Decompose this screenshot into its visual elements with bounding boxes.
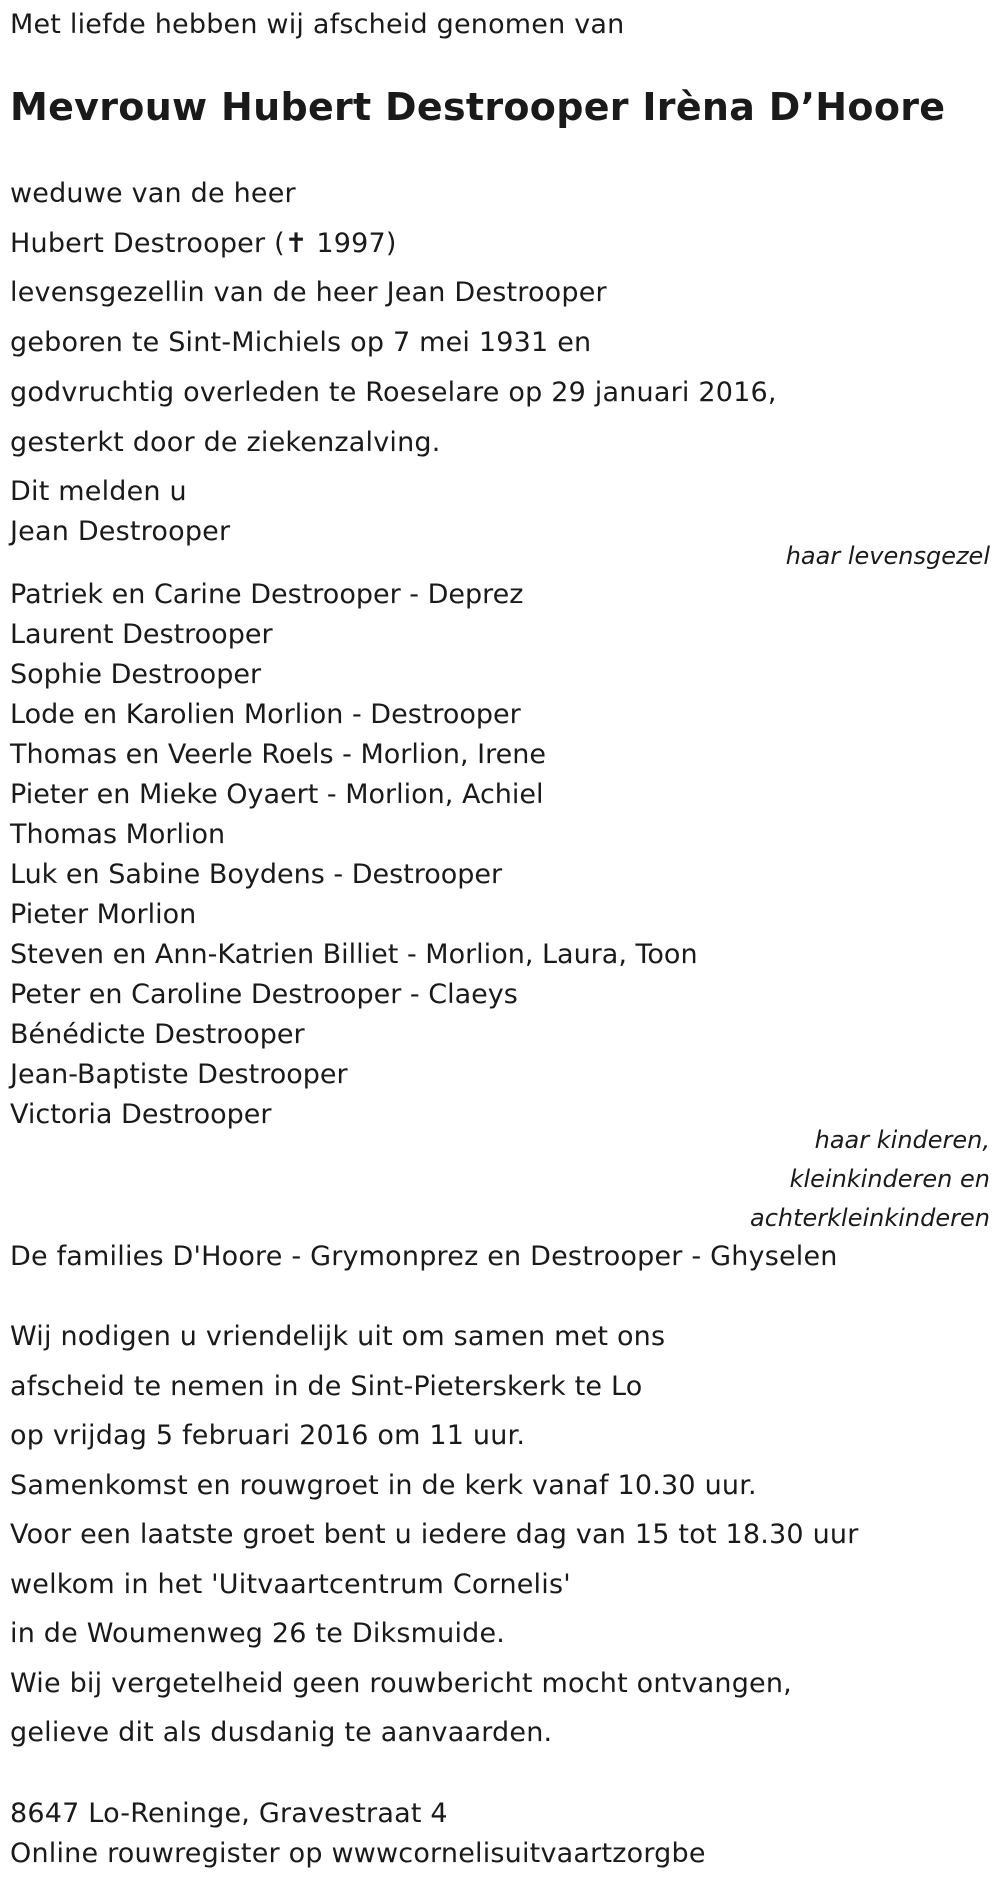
bio-line: geboren te Sint-Michiels op 7 mei 1931 en — [10, 327, 592, 358]
invitation-line: welkom in het 'Uitvaartcentrum Cornelis' — [10, 1569, 571, 1600]
list-item: Victoria Destrooper — [10, 1099, 272, 1130]
list-item: Sophie Destrooper — [10, 659, 262, 690]
invitation-line: Wij nodigen u vriendelijk uit om samen met ons — [10, 1321, 666, 1352]
list-item: Lode en Karolien Morlion - Destrooper — [10, 699, 521, 730]
bio-line: levensgezellin van de heer Jean Destrooper — [10, 277, 607, 308]
intro-text: Met liefde hebben wij afscheid genomen van — [10, 9, 625, 40]
deceased-name: Mevrouw Hubert Destrooper Irèna D’Hoore — [10, 85, 946, 129]
list-item: Bénédicte Destrooper — [10, 1019, 305, 1050]
invitation-line: in de Woumenweg 26 te Diksmuide. — [10, 1618, 506, 1649]
partner-name: Jean Destrooper — [10, 516, 231, 547]
invitation-line: gelieve dit als dusdanig te aanvaarden. — [10, 1717, 553, 1748]
list-item: Peter en Caroline Destrooper - Claeys — [10, 979, 518, 1010]
families-text: De families D'Hoore - Grymonprez en Destrooper - Ghyselen — [10, 1241, 838, 1272]
bio-line: gesterkt door de ziekenzalving. — [10, 427, 441, 458]
family-role-line: achterkleinkinderen — [750, 1204, 990, 1232]
partner-role: haar levensgezel — [785, 542, 990, 570]
list-item: Steven en Ann-Katrien Billiet - Morlion, Laura, Toon — [10, 939, 698, 970]
address-text: 8647 Lo-Reninge, Gravestraat 4 — [10, 1798, 448, 1829]
announce-text: Dit melden u — [10, 476, 187, 507]
bio-line: weduwe van de heer — [10, 178, 296, 209]
family-role-line: kleinkinderen en — [789, 1165, 990, 1193]
invitation-line: afscheid te nemen in de Sint-Pieterskerk te Lo — [10, 1371, 643, 1402]
online-register-text: Online rouwregister op wwwcornelisuitvaartzorgbe — [10, 1838, 706, 1869]
invitation-line: op vrijdag 5 februari 2016 om 11 uur. — [10, 1420, 526, 1451]
list-item: Luk en Sabine Boydens - Destrooper — [10, 859, 503, 890]
bio-line: Hubert Destrooper (✝ 1997) — [10, 228, 397, 259]
list-item: Pieter en Mieke Oyaert - Morlion, Achiel — [10, 779, 544, 810]
family-role-line: haar kinderen, — [814, 1126, 990, 1154]
invitation-line: Voor een laatste groet bent u iedere dag van 15 tot 18.30 uur — [10, 1519, 859, 1550]
list-item: Thomas en Veerle Roels - Morlion, Irene — [10, 739, 546, 770]
list-item: Pieter Morlion — [10, 899, 197, 930]
invitation-line: Samenkomst en rouwgroet in de kerk vanaf 10.30 uur. — [10, 1470, 757, 1501]
list-item: Thomas Morlion — [10, 819, 226, 850]
list-item: Laurent Destrooper — [10, 619, 273, 650]
list-item: Jean-Baptiste Destrooper — [10, 1059, 348, 1090]
list-item: Patriek en Carine Destrooper - Deprez — [10, 579, 524, 610]
invitation-line: Wie bij vergetelheid geen rouwbericht mocht ontvangen, — [10, 1668, 792, 1699]
bio-line: godvruchtig overleden te Roeselare op 29 januari 2016, — [10, 377, 777, 408]
